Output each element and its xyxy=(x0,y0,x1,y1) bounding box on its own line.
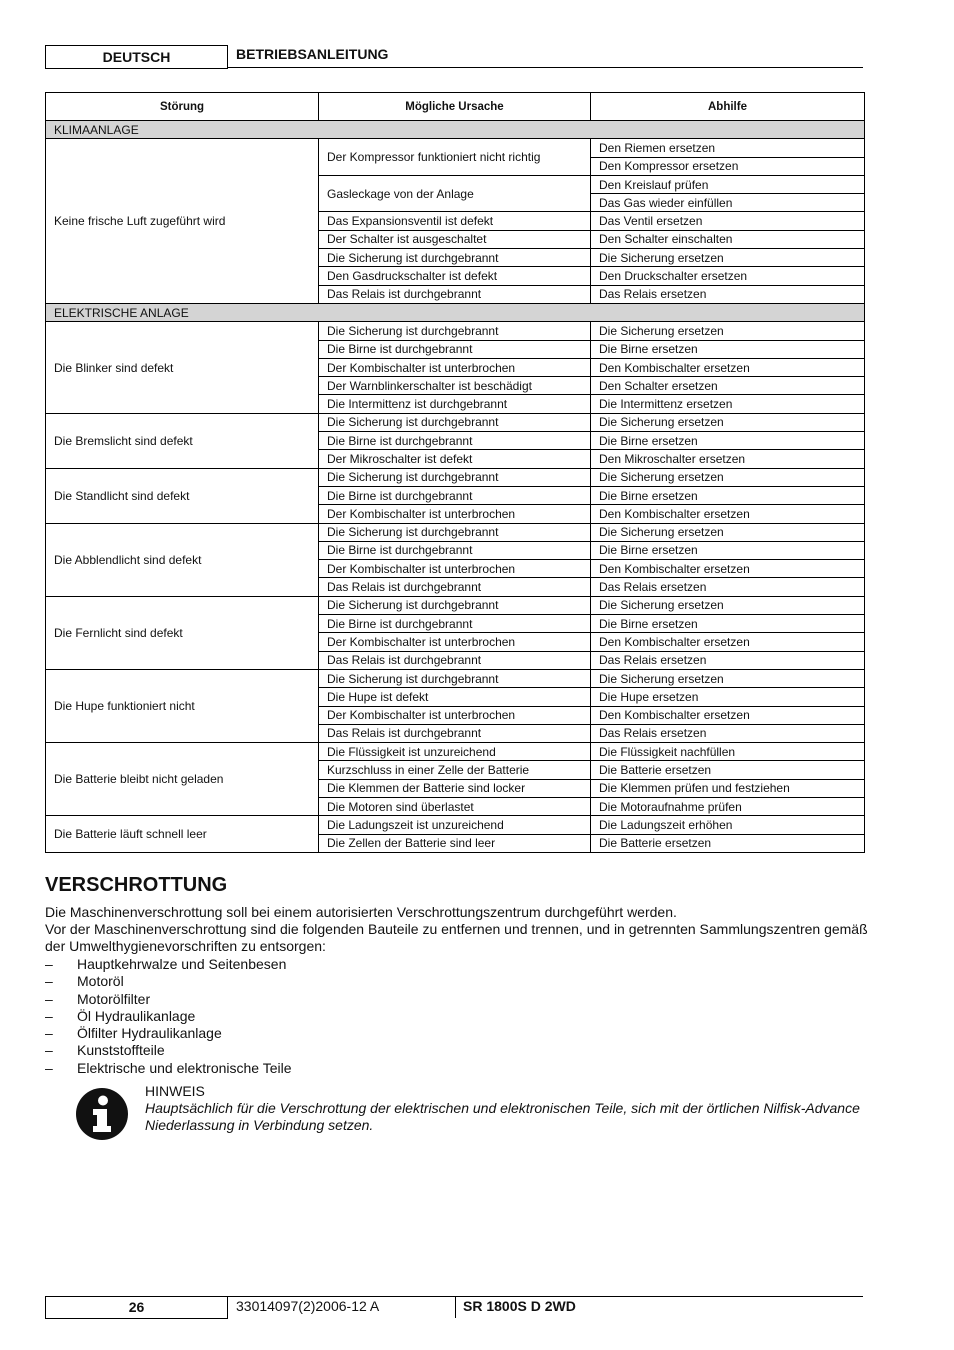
remedy-cell: Die Birne ersetzen xyxy=(591,432,865,450)
section-title: VERSCHROTTUNG xyxy=(45,874,228,896)
machine-model: SR 1800S D 2WD xyxy=(463,1298,576,1314)
cause-cell: Die Birne ist durchgebrannt xyxy=(319,340,591,358)
cause-cell: Der Schalter ist ausgeschaltet xyxy=(319,230,591,248)
remedy-cell: Den Kombischalter ersetzen xyxy=(591,633,865,651)
remedy-cell: Die Batterie ersetzen xyxy=(591,834,865,852)
list-dash: – xyxy=(45,1042,53,1059)
remedy-cell: Die Birne ersetzen xyxy=(591,340,865,358)
remedy-cell: Das Relais ersetzen xyxy=(591,578,865,596)
remedy-cell: Die Sicherung ersetzen xyxy=(591,468,865,486)
info-icon xyxy=(76,1088,128,1140)
table-row xyxy=(46,139,865,157)
footer-rule xyxy=(227,1296,863,1297)
table-row xyxy=(46,669,865,687)
column-header-cause: Mögliche Ursache xyxy=(319,93,591,121)
list-dash: – xyxy=(45,990,53,1007)
remedy-cell: Die Sicherung ersetzen xyxy=(591,249,865,267)
note-heading: HINWEIS xyxy=(145,1083,205,1099)
problem-cell: Keine frische Luft zugeführt wird xyxy=(46,139,319,304)
problem-cell: Die Batterie bleibt nicht geladen xyxy=(46,743,319,816)
list-item xyxy=(45,1025,292,1042)
remedy-cell: Den Mikroschalter ersetzen xyxy=(591,450,865,468)
section-row xyxy=(46,303,865,321)
cause-cell: Kurzschluss in einer Zelle der Batterie xyxy=(319,761,591,779)
remedy-cell: Den Kombischalter ersetzen xyxy=(591,560,865,578)
cause-cell: Der Kombischalter ist unterbrochen xyxy=(319,706,591,724)
remedy-cell: Den Kreislauf prüfen xyxy=(591,175,865,193)
problem-cell: Die Standlicht sind defekt xyxy=(46,468,319,523)
remedy-cell: Das Ventil ersetzen xyxy=(591,212,865,230)
table-header-row xyxy=(46,93,865,121)
cause-cell: Den Gasdruckschalter ist defekt xyxy=(319,267,591,285)
problem-cell: Die Hupe funktioniert nicht xyxy=(46,669,319,742)
remedy-cell: Das Gas wieder einfüllen xyxy=(591,194,865,212)
list-item xyxy=(45,1060,292,1077)
cause-cell: Die Sicherung ist durchgebrannt xyxy=(319,596,591,614)
cause-cell: Die Hupe ist defekt xyxy=(319,688,591,706)
cause-cell: Der Kompressor funktioniert nicht richtig xyxy=(319,139,591,176)
cause-cell: Die Sicherung ist durchgebrannt xyxy=(319,669,591,687)
cause-cell: Die Sicherung ist durchgebrannt xyxy=(319,413,591,431)
table-row xyxy=(46,468,865,486)
list-item-text: Öl Hydraulikanlage xyxy=(77,1007,196,1024)
cause-cell: Das Relais ist durchgebrannt xyxy=(319,285,591,303)
remedy-cell: Das Relais ersetzen xyxy=(591,285,865,303)
list-item-text: Motoröl xyxy=(77,973,124,990)
cause-cell: Die Birne ist durchgebrannt xyxy=(319,432,591,450)
cause-cell: Das Relais ist durchgebrannt xyxy=(319,578,591,596)
remedy-cell: Das Relais ersetzen xyxy=(591,651,865,669)
remedy-cell: Die Motoraufnahme prüfen xyxy=(591,797,865,815)
cause-cell: Der Kombischalter ist unterbrochen xyxy=(319,633,591,651)
scrapping-paragraph-1: Die Maschinenverschrottung soll bei einem autorisierten Verschrottungszentrum durchgeführt werden. xyxy=(45,904,677,920)
remedy-cell: Den Riemen ersetzen xyxy=(591,139,865,157)
remedy-cell: Das Relais ersetzen xyxy=(591,724,865,742)
problem-cell: Die Bremslicht sind defekt xyxy=(46,413,319,468)
remedy-cell: Den Schalter ersetzen xyxy=(591,377,865,395)
footer-separator xyxy=(455,1296,456,1318)
cause-cell: Die Birne ist durchgebrannt xyxy=(319,615,591,633)
remedy-cell: Die Hupe ersetzen xyxy=(591,688,865,706)
list-item xyxy=(45,1042,292,1059)
remedy-cell: Den Schalter einschalten xyxy=(591,230,865,248)
remedy-cell: Den Kombischalter ersetzen xyxy=(591,505,865,523)
cause-cell: Die Sicherung ist durchgebrannt xyxy=(319,468,591,486)
remedy-cell: Die Birne ersetzen xyxy=(591,615,865,633)
cause-cell: Der Kombischalter ist unterbrochen xyxy=(319,358,591,376)
document-number: 33014097(2)2006-12 A xyxy=(236,1298,380,1314)
remedy-cell: Die Birne ersetzen xyxy=(591,486,865,504)
remedy-cell: Die Sicherung ersetzen xyxy=(591,669,865,687)
remedy-cell: Die Ladungszeit erhöhen xyxy=(591,816,865,834)
list-item xyxy=(45,1008,292,1025)
remedy-cell: Die Birne ersetzen xyxy=(591,541,865,559)
table-body xyxy=(46,121,865,853)
problem-cell: Die Abblendlicht sind defekt xyxy=(46,523,319,596)
cause-cell: Das Expansionsventil ist defekt xyxy=(319,212,591,230)
cause-cell: Der Kombischalter ist unterbrochen xyxy=(319,505,591,523)
list-item xyxy=(45,973,292,990)
cause-cell: Die Birne ist durchgebrannt xyxy=(319,486,591,504)
table-row xyxy=(46,523,865,541)
list-item-text: Kunststoffteile xyxy=(77,1042,165,1059)
cause-cell: Das Relais ist durchgebrannt xyxy=(319,651,591,669)
list-dash: – xyxy=(45,956,53,972)
remedy-cell: Die Sicherung ersetzen xyxy=(591,322,865,340)
cause-cell: Die Sicherung ist durchgebrannt xyxy=(319,249,591,267)
cause-cell: Die Klemmen der Batterie sind locker xyxy=(319,779,591,797)
remedy-cell: Die Intermittenz ersetzen xyxy=(591,395,865,413)
cause-cell: Die Zellen der Batterie sind leer xyxy=(319,834,591,852)
header-rule xyxy=(227,67,863,68)
remedy-cell: Die Flüssigkeit nachfüllen xyxy=(591,743,865,761)
problem-cell: Die Blinker sind defekt xyxy=(46,322,319,413)
problem-cell: Die Batterie läuft schnell leer xyxy=(46,816,319,853)
remedy-cell: Die Sicherung ersetzen xyxy=(591,523,865,541)
table-row xyxy=(46,743,865,761)
scrapping-paragraph-2: Vor der Maschinenverschrottung sind die folgenden Bauteile zu entfernen und trennen, und in getrennten Sammlungszentren gemäß der Umwelthygienevorschriften zu entsorgen: xyxy=(45,921,868,954)
parts-list xyxy=(45,956,292,1077)
remedy-cell: Die Sicherung ersetzen xyxy=(591,596,865,614)
cause-cell: Der Warnblinkerschalter ist beschädigt xyxy=(319,377,591,395)
table-row xyxy=(46,596,865,614)
troubleshooting-table xyxy=(45,92,865,853)
remedy-cell: Den Kombischalter ersetzen xyxy=(591,358,865,376)
cause-cell: Das Relais ist durchgebrannt xyxy=(319,724,591,742)
list-dash: – xyxy=(45,1059,53,1076)
cause-cell: Die Intermittenz ist durchgebrannt xyxy=(319,395,591,413)
remedy-cell: Den Kombischalter ersetzen xyxy=(591,706,865,724)
list-item-text: Hauptkehrwalze und Seitenbesen xyxy=(77,956,287,972)
list-dash: – xyxy=(45,973,53,990)
cause-cell: Gasleckage von der Anlage xyxy=(319,175,591,212)
list-dash: – xyxy=(45,1025,53,1042)
cause-cell: Die Flüssigkeit ist unzureichend xyxy=(319,743,591,761)
note-text: Hauptsächlich für die Verschrottung der elektrischen und elektronischen Teile, sich mit der örtlichen Nilfisk-Advance Niederlassung in Verbindung setzen. xyxy=(145,1100,860,1133)
cause-cell: Die Sicherung ist durchgebrannt xyxy=(319,523,591,541)
cause-cell: Der Kombischalter ist unterbrochen xyxy=(319,560,591,578)
column-header-remedy: Abhilfe xyxy=(591,93,865,121)
table-row xyxy=(46,322,865,340)
section-label: ELEKTRISCHE ANLAGE xyxy=(46,303,865,321)
list-item-text: Motorölfilter xyxy=(77,990,151,1007)
remedy-cell: Den Kompressor ersetzen xyxy=(591,157,865,175)
table-row xyxy=(46,413,865,431)
cause-cell: Der Mikroschalter ist defekt xyxy=(319,450,591,468)
cause-cell: Die Motoren sind überlastet xyxy=(319,797,591,815)
table-row xyxy=(46,816,865,834)
list-item-text: Elektrische und elektronische Teile xyxy=(77,1059,292,1076)
cause-cell: Die Birne ist durchgebrannt xyxy=(319,541,591,559)
column-header-problem: Störung xyxy=(46,93,319,121)
problem-cell: Die Fernlicht sind defekt xyxy=(46,596,319,669)
cause-cell: Die Ladungszeit ist unzureichend xyxy=(319,816,591,834)
list-item xyxy=(45,991,292,1008)
list-item xyxy=(45,956,292,973)
remedy-cell: Die Klemmen prüfen und festziehen xyxy=(591,779,865,797)
document-title: BETRIEBSANLEITUNG xyxy=(236,46,389,62)
list-item-text: Ölfilter Hydraulikanlage xyxy=(77,1025,222,1042)
list-dash: – xyxy=(45,1007,53,1024)
section-row xyxy=(46,121,865,139)
remedy-cell: Die Sicherung ersetzen xyxy=(591,413,865,431)
section-label: KLIMAANLAGE xyxy=(46,121,865,139)
cause-cell: Die Sicherung ist durchgebrannt xyxy=(319,322,591,340)
remedy-cell: Die Batterie ersetzen xyxy=(591,761,865,779)
page-number: 26 xyxy=(45,1296,228,1319)
language-label: DEUTSCH xyxy=(45,45,228,69)
remedy-cell: Den Druckschalter ersetzen xyxy=(591,267,865,285)
